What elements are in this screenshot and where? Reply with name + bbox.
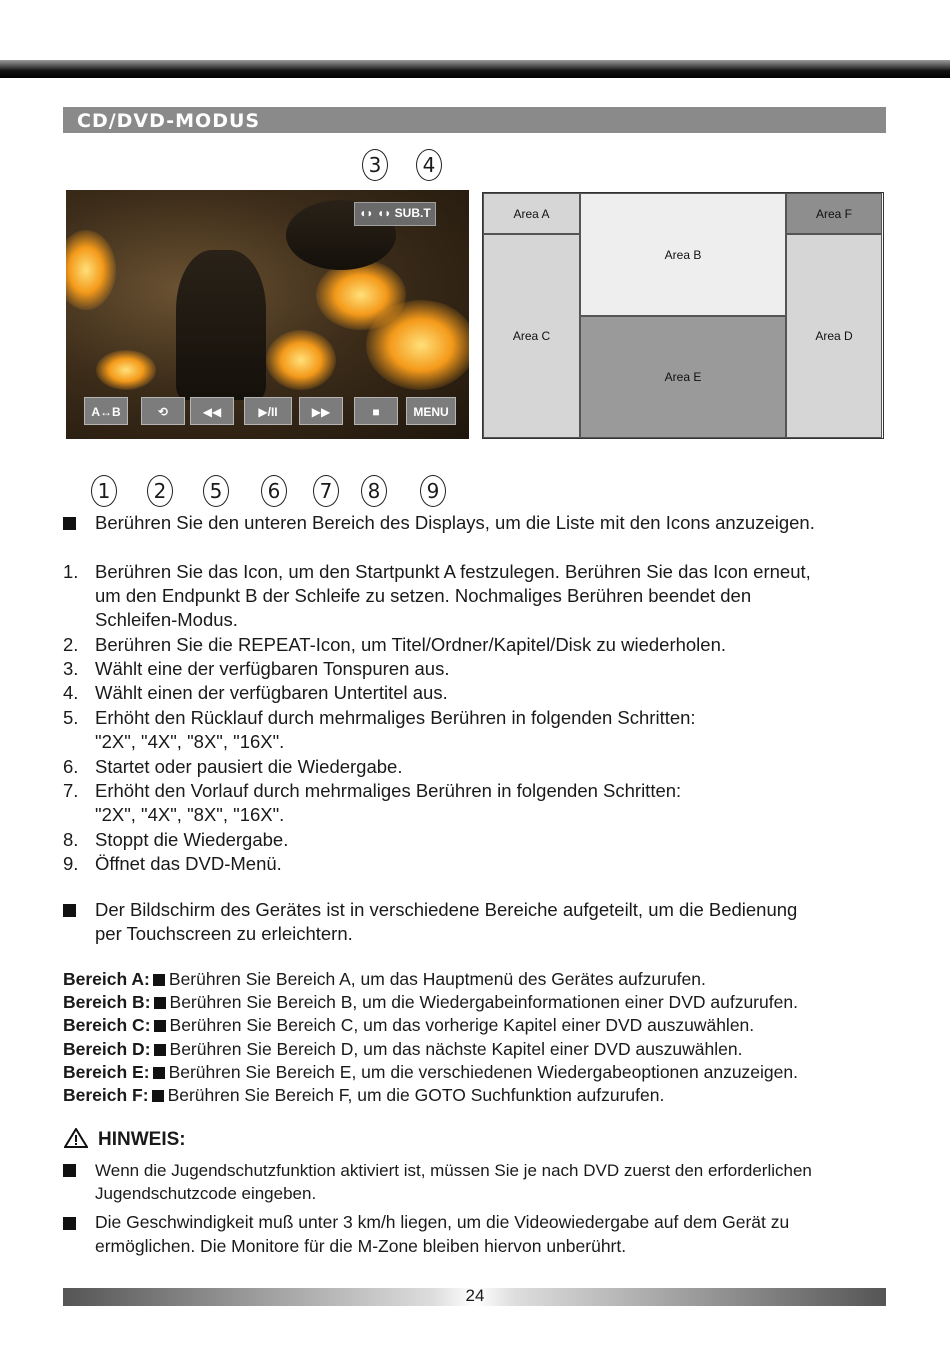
screen-note-line: per Touchscreen zu erleichtern. (95, 923, 353, 944)
person-silhouette (176, 250, 266, 400)
list-number: 9. (63, 853, 79, 874)
bullet-square (63, 904, 76, 917)
list-number: 5. (63, 707, 79, 728)
area-description-row (63, 968, 798, 991)
area-description: Berühren Sie Bereich E, um die verschiedenen Wiedergabeoptionen anzuzeigen. (168, 1061, 798, 1082)
area-a[interactable]: Area A (483, 193, 580, 234)
hinweis-line: ermöglichen. Die Monitore für die M-Zone bleiben hiervon unberührt. (95, 1236, 627, 1256)
hinweis-line: Jugendschutzcode eingeben. (95, 1184, 317, 1203)
list-item-line: Schleifen-Modus. (95, 609, 238, 630)
list-number: 8. (63, 829, 79, 850)
callout-8: 8 (361, 475, 387, 507)
list-number: 7. (63, 780, 79, 801)
list-item-line: Stoppt die Wiedergabe. (95, 829, 289, 850)
area-description-row (63, 1014, 798, 1037)
hinweis-line: Wenn die Jugendschutzfunktion aktiviert ist, müssen Sie je nach DVD zuerst den erforderlichen (95, 1161, 812, 1180)
callout-4: 4 (416, 149, 442, 181)
bullet-square (153, 1067, 165, 1079)
area-description-row (63, 991, 798, 1014)
area-label: Bereich F: (63, 1085, 149, 1106)
area-description: Berühren Sie Bereich C, um das vorherige Kapitel einer DVD auszuwählen. (169, 1015, 755, 1036)
area-label: Bereich C: (63, 1015, 151, 1036)
dvd-playback-image (66, 190, 469, 439)
bullet-square (63, 1164, 76, 1177)
area-description-row (63, 1084, 798, 1107)
subtitle-button[interactable]: SUB.T (394, 206, 431, 220)
menu-button[interactable]: MENU (406, 397, 456, 425)
bullet-square (152, 1090, 164, 1102)
list-item-line: Berühren Sie die REPEAT-Icon, um Titel/Ordner/Kapitel/Disk zu wiederholen. (95, 634, 727, 655)
list-item-line: Erhöht den Rücklauf durch mehrmaliges Berühren in folgenden Schritten: (95, 707, 696, 728)
bullet-square (154, 1020, 166, 1032)
list-number: 2. (63, 634, 79, 655)
callout-2: 2 (147, 475, 173, 507)
callout-9: 9 (420, 475, 446, 507)
bullet-square (154, 997, 166, 1009)
callout-3: 3 (362, 149, 388, 181)
area-label: Bereich A: (63, 969, 150, 989)
list-item-line: Erhöht den Vorlauf durch mehrmaliges Berühren in folgenden Schritten: (95, 780, 682, 801)
list-item-line: Wählt einen der verfügbaren Untertitel aus. (95, 682, 448, 703)
hinweis-title: HINWEIS: (98, 1129, 186, 1150)
bullet-square (63, 517, 76, 530)
area-label: Bereich E: (63, 1061, 150, 1082)
list-number: 3. (63, 658, 79, 679)
area-description: Berühren Sie Bereich A, um das Hauptmenü des Gerätes aufzurufen. (168, 969, 706, 989)
play-pause-button[interactable]: ▶/II (244, 397, 292, 425)
list-item-line: Öffnet das DVD-Menü. (95, 853, 282, 874)
fast-forward-button[interactable]: ▶▶ (299, 397, 343, 425)
callout-6: 6 (261, 475, 287, 507)
area-description: Berühren Sie Bereich B, um die Wiedergabeinformationen einer DVD aufzurufen. (169, 992, 798, 1013)
area-description: Berühren Sie Bereich F, um die GOTO Suchfunktion aufzurufen. (167, 1085, 665, 1106)
warning-icon (64, 1128, 88, 1148)
screen-note-line: Der Bildschirm des Gerätes ist in verschiedene Bereiche aufgeteilt, um die Bedienung (95, 899, 798, 920)
list-item-line: um den Endpunkt B der Schleife zu setzen. Nochmaliges Berühren beendet den (95, 585, 752, 606)
bullet-square (153, 974, 165, 986)
area-description-row (63, 1038, 798, 1061)
list-item-line: Startet oder pausiert die Wiedergabe. (95, 756, 403, 777)
area-descriptions (63, 968, 798, 1107)
list-number: 6. (63, 756, 79, 777)
rewind-button[interactable]: ◀◀ (190, 397, 234, 425)
list-number: 4. (63, 682, 79, 703)
area-f[interactable]: Area F (786, 193, 882, 234)
touch-area-diagram (482, 192, 884, 439)
audio-icon[interactable]: ◖◗ ◖◗ (359, 206, 395, 220)
fire-shape (266, 330, 336, 390)
bullet-square (63, 1217, 76, 1230)
area-description-row (63, 1061, 798, 1084)
page-number: 24 (465, 1286, 485, 1305)
audio-subtitle-icons[interactable] (354, 202, 436, 226)
list-item-line: "2X", "4X", "8X", "16X". (95, 731, 285, 752)
section-header (63, 107, 886, 133)
ab-repeat-button[interactable]: A↔B (84, 397, 128, 425)
hinweis-line: Die Geschwindigkeit muß unter 3 km/h liegen, um die Videowiedergabe auf dem Gerät zu (95, 1212, 790, 1232)
area-b[interactable]: Area B (580, 193, 786, 316)
fire-shape (366, 300, 469, 390)
callout-7: 7 (313, 475, 339, 507)
bullet-square (154, 1044, 166, 1056)
fire-shape (66, 230, 116, 310)
area-label: Bereich D: (63, 1038, 151, 1059)
list-number: 1. (63, 561, 79, 582)
section-title: CD/DVD-MODUS (77, 110, 261, 132)
control-bar (66, 397, 469, 427)
area-c[interactable]: Area C (483, 234, 580, 438)
stop-button[interactable]: ■ (354, 397, 398, 425)
intro-text: Berühren Sie den unteren Bereich des Displays, um die Liste mit den Icons anzuzeigen. (95, 512, 815, 533)
list-item-line: Berühren Sie das Icon, um den Startpunkt A festzulegen. Berühren Sie das Icon erneut, (95, 561, 811, 582)
list-item-line: "2X", "4X", "8X", "16X". (95, 804, 285, 825)
area-label: Bereich B: (63, 992, 151, 1013)
fire-shape (96, 350, 156, 390)
area-description: Berühren Sie Bereich D, um das nächste Kapitel einer DVD auszuwählen. (169, 1038, 743, 1059)
header-bar (0, 60, 950, 78)
callout-5: 5 (203, 475, 229, 507)
list-item-line: Wählt eine der verfügbaren Tonspuren aus. (95, 658, 450, 679)
callout-1: 1 (91, 475, 117, 507)
area-e[interactable]: Area E (580, 316, 786, 438)
area-d[interactable]: Area D (786, 234, 882, 438)
repeat-button[interactable]: ⟲ (141, 397, 185, 425)
